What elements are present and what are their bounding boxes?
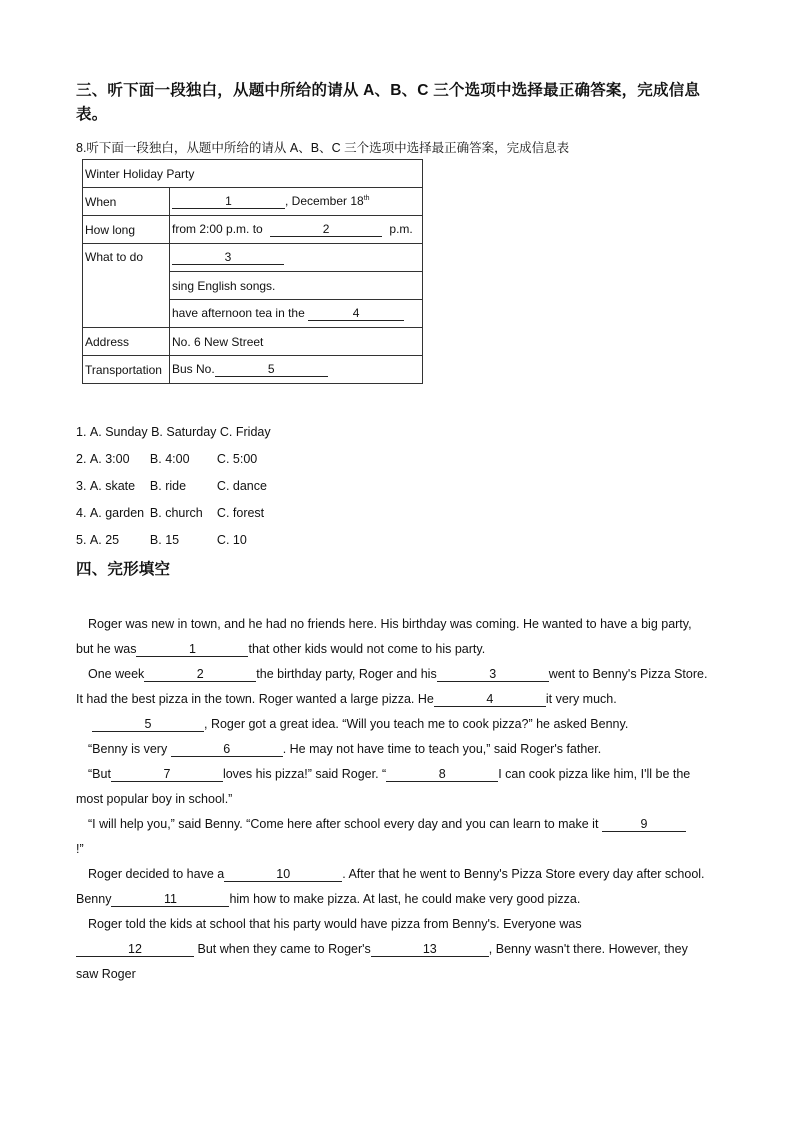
text: , Roger got a great idea. “Will you teach me to cook pizza?” he asked Benny. [204,717,629,731]
blank-9[interactable]: 9 [602,817,686,832]
passage-line-5 [92,717,628,732]
blank-3[interactable]: 3 [437,667,549,682]
text: Roger decided to have a [88,867,225,881]
option-b[interactable]: B. 4:00 [149,452,190,466]
passage-line-11 [88,867,705,882]
option-c[interactable]: C. 10 [216,533,247,547]
section4-title: 四、完形填空 [76,561,171,578]
when-suffix: , December 18 [285,193,364,208]
passage-line-14 [76,942,688,957]
option-c[interactable]: C. forest [216,506,265,520]
text: “But [88,767,111,781]
passage-line-2 [76,642,485,657]
option-b[interactable]: B. ride [149,479,187,493]
howlong-prefix: from 2:00 p.m. to [172,221,263,236]
text: it very much. [545,692,617,706]
transport-label: Transportation [83,356,170,384]
option-a[interactable]: A. 3:00 [89,452,130,466]
howlong-label: How long [83,216,170,244]
text: “I will help you,” said Benny. “Come here after school every day and you can learn to make it [88,817,599,831]
address-label: Address [83,328,170,356]
todo-1 [170,244,423,272]
option-num: 3. [76,479,87,493]
text: One week [88,667,145,681]
blank-10[interactable]: 10 [224,867,342,882]
passage-line-10: !” [76,842,84,856]
text: But when they came to Roger's [197,942,371,956]
blank-2[interactable]: 2 [144,667,256,682]
blank-7[interactable]: 7 [111,767,223,782]
passage-line-15: saw Roger [76,967,136,981]
passage-line-13: Roger told the kids at school that his party would have pizza from Benny's. Everyone was [88,917,582,931]
option-c[interactable]: C. Friday [219,425,271,439]
blank-13[interactable]: 13 [371,942,489,957]
passage-line-1: Roger was new in town, and he had no friends here. His birthday was coming. He wanted to have a big party, [88,617,692,631]
text: loves his pizza!” said Roger. “ [222,767,387,781]
text: that other kids would not come to his party. [248,642,486,656]
text: went to Benny's Pizza Store. [548,667,708,681]
transport-prefix: Bus No. [172,361,215,376]
text: I can cook pizza like him, I'll be the [498,767,691,781]
option-num: 4. [76,506,87,520]
option-b[interactable]: B. Saturday [151,425,217,439]
option-row-2 [76,452,257,466]
text: him how to make pizza. At last, he could make very good pizza. [229,892,581,906]
option-num: 1. [76,425,87,439]
todo-3 [170,300,423,328]
option-row-5 [76,533,247,547]
option-a[interactable]: A. 25 [89,533,120,547]
table-title: Winter Holiday Party [83,160,423,188]
text: It had the best pizza in the town. Roger wanted a large pizza. He [76,692,434,706]
passage-line-6 [88,742,601,757]
blank-8[interactable]: 8 [386,767,498,782]
passage-line-4 [76,692,617,707]
section3-instruction: 8.听下面一段独白，从题中所给的请从 A、B、C 三个选项中选择最正确答案，完成信息表 [76,141,570,155]
text: . After that he went to Benny's Pizza Store every day after school. [342,867,705,881]
option-a[interactable]: A. garden [89,506,145,520]
blank-11[interactable]: 11 [111,892,229,907]
blank-4[interactable]: 4 [308,307,404,322]
option-c[interactable]: C. dance [216,479,267,493]
address-value: No. 6 New Street [170,328,423,356]
section3-title: 三、听下面一段独白，从题中所给的请从 A、B、C 三个选项中选择最正确答案，完成信息 [76,82,701,99]
todo3-prefix: have afternoon tea in the [172,305,305,320]
passage-line-8: most popular boy in school.” [76,792,233,806]
option-c[interactable]: C. 5:00 [216,452,258,466]
option-row-4 [76,506,264,520]
when-label: When [83,188,170,216]
passage-line-12 [76,892,580,907]
info-table [82,159,423,384]
howlong-value [170,216,423,244]
blank-5[interactable]: 5 [92,717,204,732]
option-num: 2. [76,452,87,466]
when-sup: th [363,194,370,202]
passage-line-9 [88,817,686,832]
blank-1[interactable]: 1 [136,642,248,657]
blank-3[interactable]: 3 [172,251,284,266]
section3-title-cont: 表。 [76,106,108,123]
passage-line-7 [88,767,690,782]
blank-12[interactable]: 12 [76,942,194,957]
blank-1[interactable]: 1 [172,195,285,210]
when-value [170,188,423,216]
option-num: 5. [76,533,87,547]
transport-value [170,356,423,384]
option-row-3 [76,479,267,493]
option-a[interactable]: A. Sunday [89,425,148,439]
blank-4[interactable]: 4 [434,692,546,707]
todo-2: sing English songs. [170,272,423,300]
option-row-1 [76,425,271,439]
text: but he was [76,642,137,656]
option-a[interactable]: A. skate [89,479,136,493]
blank-2[interactable]: 2 [270,223,382,238]
option-b[interactable]: B. church [149,506,203,520]
howlong-suffix: p.m. [389,221,413,236]
blank-5[interactable]: 5 [215,363,328,378]
text: Benny [76,892,112,906]
option-b[interactable]: B. 15 [149,533,180,547]
text: the birthday party, Roger and his [256,667,437,681]
text: , Benny wasn't there. However, they [488,942,688,956]
whattodo-label: What to do [83,244,170,328]
blank-6[interactable]: 6 [171,742,283,757]
text: “Benny is very [88,742,168,756]
passage-line-3 [88,667,707,682]
text: . He may not have time to teach you,” said Roger's father. [282,742,602,756]
